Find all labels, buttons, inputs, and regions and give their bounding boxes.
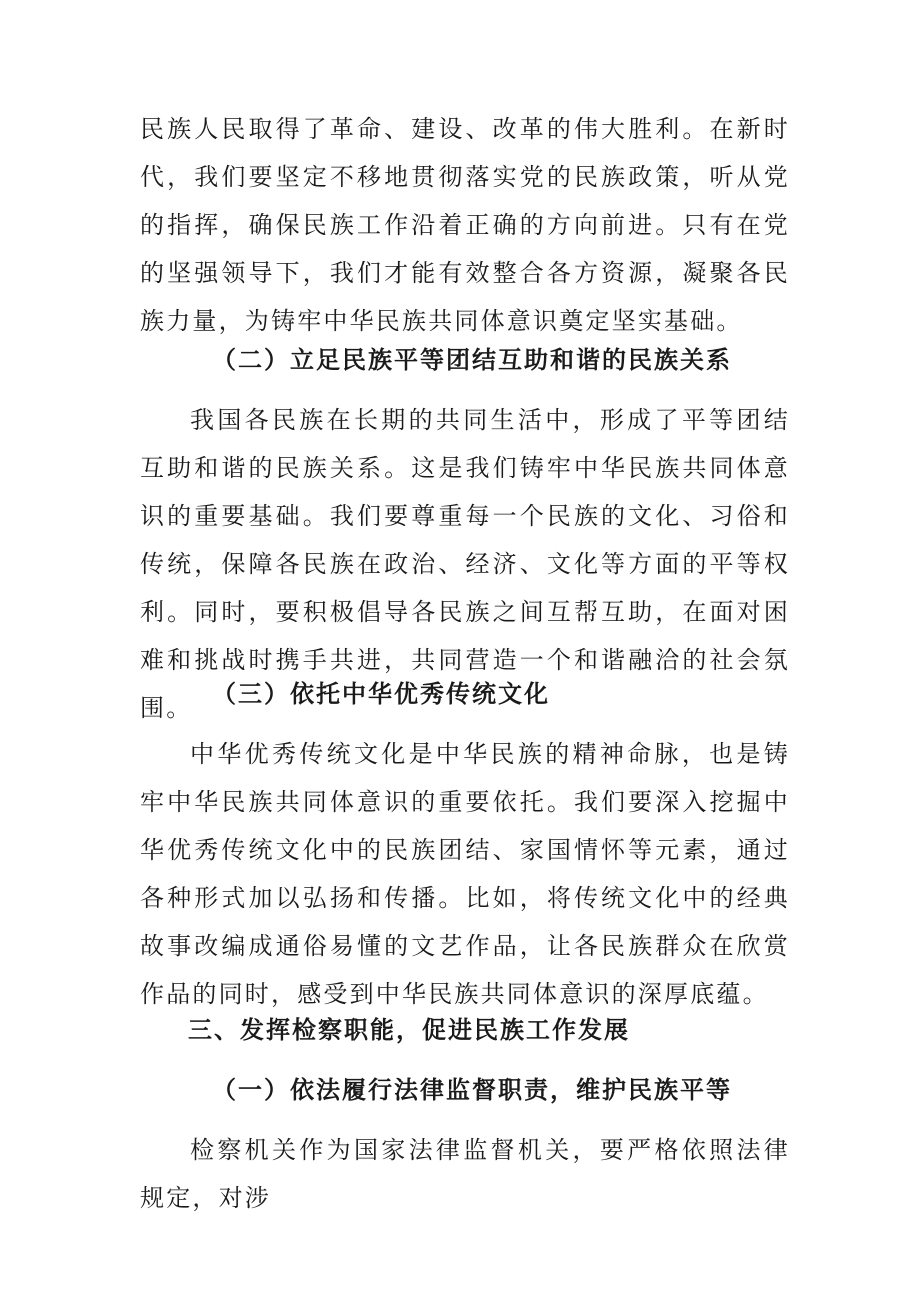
heading-procuratorial-functions: 三、发挥检察职能，促进民族工作发展	[188, 1015, 630, 1044]
paragraph-traditional-culture: 中华优秀传统文化是中华民族的精神命脉，也是铸牢中华民族共同体意识的重要依托。我们要深入挖掘中华优秀传统文化中的民族团结、家国情怀等元素，通过各种形式加以弘扬和传播。比如，将传统文化中的经典故事改编成通俗易懂的文艺作品，让各民族群众在欣赏作品的同时，感受到中华民族共同体意识的深厚底蕴。	[140, 740, 790, 1008]
heading-legal-supervision: （一）依法履行法律监督职责，维护民族平等	[212, 1075, 732, 1104]
paragraph-legal-supervision: 检察机关作为国家法律监督机关，要严格依照法律规定，对涉	[140, 1136, 790, 1212]
paragraph-party-leadership: 民族人民取得了革命、建设、改革的伟大胜利。在新时代，我们要坚定不移地贯彻落实党的民族政策，听从党的指挥，确保民族工作沿着正确的方向前进。只有在党的坚强领导下，我们才能有效整合各方资源，凝聚各民族力量，为铸牢中华民族共同体意识奠定坚实基础。	[140, 115, 790, 335]
heading-traditional-culture: （三）依托中华优秀传统文化	[212, 679, 550, 708]
paragraph-ethnic-relations: 我国各民族在长期的共同生活中，形成了平等团结互助和谐的民族关系。这是我们铸牢中华民族共同体意识的重要基础。我们要尊重每一个民族的文化、习俗和传统，保障各民族在政治、经济、文化等方面的平等权利。同时，要积极倡导各民族之间互帮互助，在面对困难和挑战时携手共进，共同营造一个和谐融洽的社会氛围。	[140, 406, 790, 722]
heading-ethnic-relations: （二）立足民族平等团结互助和谐的民族关系	[212, 345, 732, 374]
